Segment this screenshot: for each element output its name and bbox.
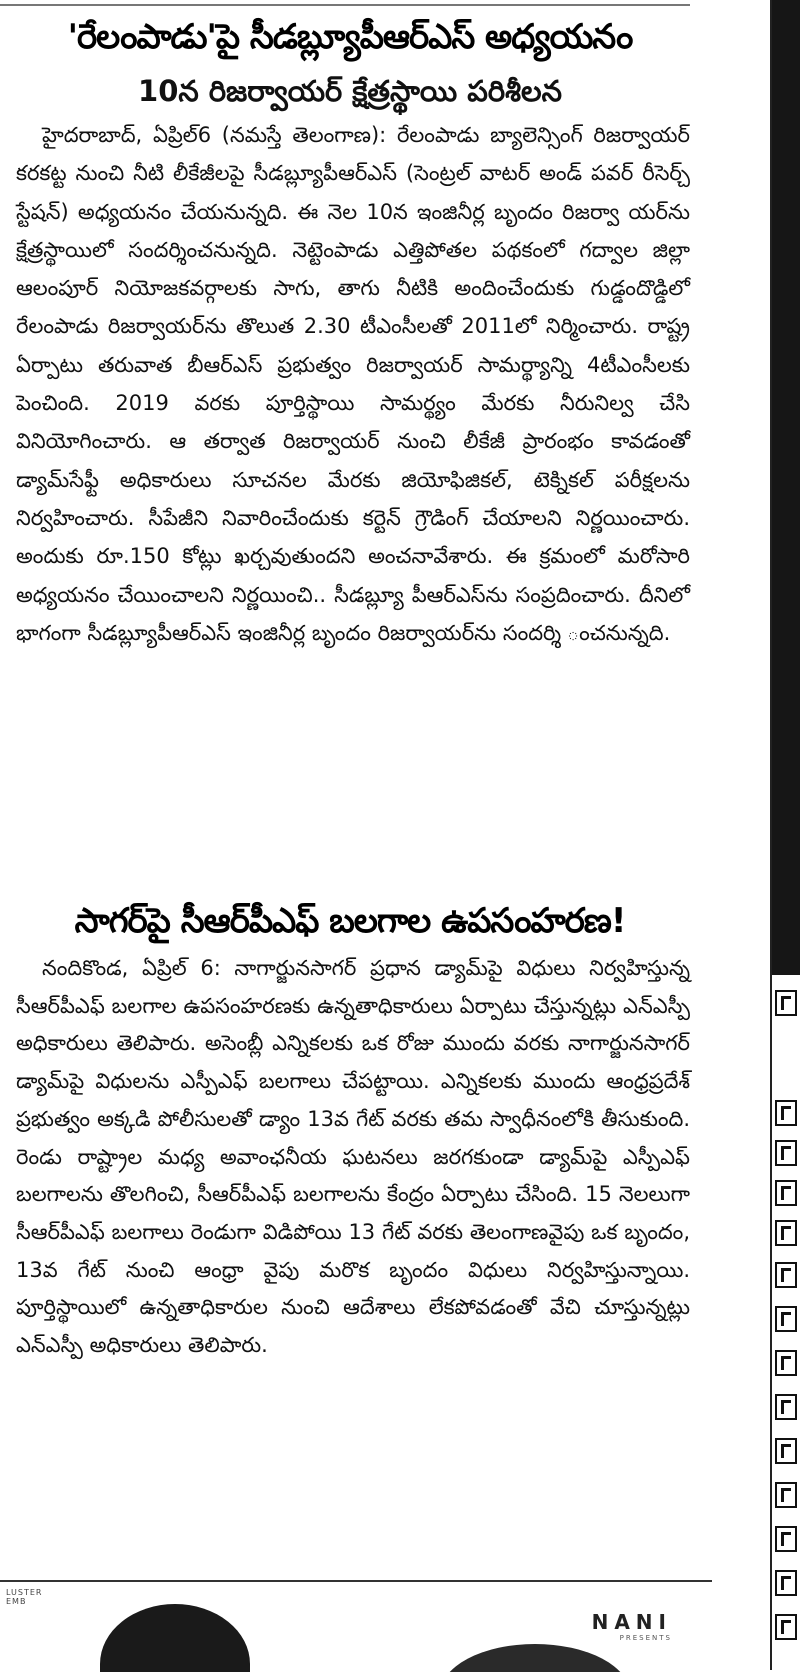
article-sagar-crpf (0, 892, 700, 1365)
adjacent-page-glyph (775, 1526, 797, 1552)
adjacent-page-glyph (775, 1394, 797, 1420)
ad-presents-label: PRESENTS (619, 1634, 672, 1642)
adjacent-page-dark-panel (772, 0, 800, 975)
article-paragraph: నందికొండ, ఏప్రిల్ 6: నాగార్జునసాగర్ ప్రధాన డ్యామ్‌పై విధులు నిర్వహిస్తున్న సీఆర్‌పీఎఫ్ బలగాల ఉపసంహరణకు ఉన్నతాధికారులు ఏర్పాటు చేస్తున్నట్లు ఎన్ఎస్పీ అధికారులు తెలిపారు. అసెంబ్లీ ఎన్నికలకు ఒక రోజు ముందు వరకు నాగార్జునసాగర్ డ్యామ్‌పై విధులను ఎస్పీఎఫ్ బలగాలు చేపట్టాయి. ఎన్నికలకు ముందు ఆంధ్రప్రదేశ్ ప్రభుత్వం అక్కడి పోలీసులతో డ్యాం 13వ గేట్ వరకు తమ స్వాధీనంలోకి తీసుకుంది. రెండు రాష్ట్రాల మధ్య అవాంఛనీయ ఘటనలు జరగకుండా డ్యామ్‌పై ఎస్పీఎఫ్ బలగాలను తొలగించి, సీఆర్‌పీఎఫ్ బలగాలను కేంద్రం ఏర్పాటు చేసింది. 15 నెలలుగా సీఆర్‌పీఎఫ్ బలగాలు రెండుగా విడిపోయి 13 గేట్ వరకు తెలంగాణవైపు ఒక బృందం, 13వ గేట్ నుంచి ఆంధ్రా వైపు మరొక బృందం విధులు నిర్వహిస్తున్నాయి. పూర్తిస్థాయిలో ఉన్నతాధికారుల నుంచి ఆదేశాలు లేకపోవడంతో వేచి చూస్తున్నట్లు ఎన్ఎస్పీ అధికారులు తెలిపారు. (16, 956, 690, 1358)
ad-person-image (100, 1604, 250, 1672)
ad-brand: NANI (591, 1610, 672, 1634)
article-relampadu (0, 8, 700, 652)
article-body (0, 116, 700, 652)
adjacent-page-glyph (775, 1438, 797, 1464)
article-paragraph: హైదరాబాద్, ఏప్రిల్6 (నమస్తే తెలంగాణ): రేలంపాడు బ్యాలెన్సింగ్ రిజర్వాయర్ కరకట్ట నుంచి నీటి లీకేజీలపై సీడబ్ల్యూపీఆర్ఎస్ (సెంట్రల్ వాటర్ అండ్ పవర్ రీసెర్చ్ స్టేషన్) అధ్యయనం చేయనున్నది. ఈ నెల 10న ఇంజినీర్ల బృందం రిజర్వా యర్‌ను క్షేత్రస్థాయిలో సందర్శించనున్నది. నెట్టెంపాడు ఎత్తిపోతల పథకంలో గద్వాల జిల్లా ఆలంపూర్ నియోజకవర్గాలకు సాగు, తాగు నీటికి అందించేందుకు గుడ్డందొడ్డిలో రేలంపాడు రిజర్వాయర్‌ను తొలుత 2.30 టీఎంసీలతో 2011లో నిర్మించారు. రాష్ట్ర ఏర్పాటు తరువాత బీఆర్ఎస్ ప్రభుత్వం రిజర్వాయర్ సామర్థ్యాన్ని 4టీఎంసీలకు పెంచింది. 2019 వరకు పూర్తిస్థాయి సామర్థ్యం మేరకు నీరునిల్వ చేసి వినియోగించారు. ఆ తర్వాత రిజర్వాయర్ నుంచి లీకేజీ ప్రారంభం కావడంతో డ్యామ్‌సేఫ్టీ అధికారులు సూచనల మేరకు జియోఫిజికల్, టెక్నికల్ పరీక్షలను నిర్వహించారు. సీపేజీని నివారించేందుకు కర్టెన్ గ్రౌడింగ్ చేయాలని నిర్ణయించారు. అందుకు రూ.150 కోట్లు ఖర్చవుతుందని అంచనావేశారు. ఈ క్రమంలో మరోసారి అధ్యయనం చేయించాలని నిర్ణయించి.. సీడబ్ల్యూ పీఆర్ఎస్‌ను సంప్రదించారు. దీనిలో భాగంగా సీడబ్ల్యూపీఆర్ఎస్ ఇంజినీర్ల బృందం రిజర్వాయర్‌ను సందర్శి ంచనున్నది. (16, 123, 690, 645)
adjacent-page-glyph (775, 1570, 797, 1596)
ad-small-text: LUSTER EMB (6, 1588, 43, 1606)
adjacent-page-strip (770, 0, 800, 1670)
adjacent-page-glyph (775, 990, 797, 1016)
article-body (0, 950, 700, 1365)
adjacent-page-glyph (775, 1614, 797, 1640)
adjacent-page-glyph (775, 1482, 797, 1508)
article-headline: 'రేలంపాడు'పై సీడబ్ల్యూపీఆర్ఎస్ అధ్యయనం (67, 17, 633, 57)
article-subhead: 10న రిజర్వాయర్ క్షేత్రస్థాయి పరిశీలన (138, 74, 562, 108)
advertisement (0, 1580, 712, 1672)
top-rule (0, 4, 690, 6)
article-headline: సాగర్‌పై సీఆర్‌పీఎఫ్ బలగాల ఉపసంహరణ! (74, 901, 626, 941)
adjacent-page-glyph (775, 1350, 797, 1376)
adjacent-page-glyph (775, 1180, 797, 1206)
adjacent-page-glyph (775, 1140, 797, 1166)
adjacent-page-glyph (775, 1100, 797, 1126)
adjacent-page-glyph (775, 1220, 797, 1246)
ad-person-image (440, 1644, 630, 1672)
adjacent-page-glyph (775, 1262, 797, 1288)
adjacent-page-glyph (775, 1306, 797, 1332)
